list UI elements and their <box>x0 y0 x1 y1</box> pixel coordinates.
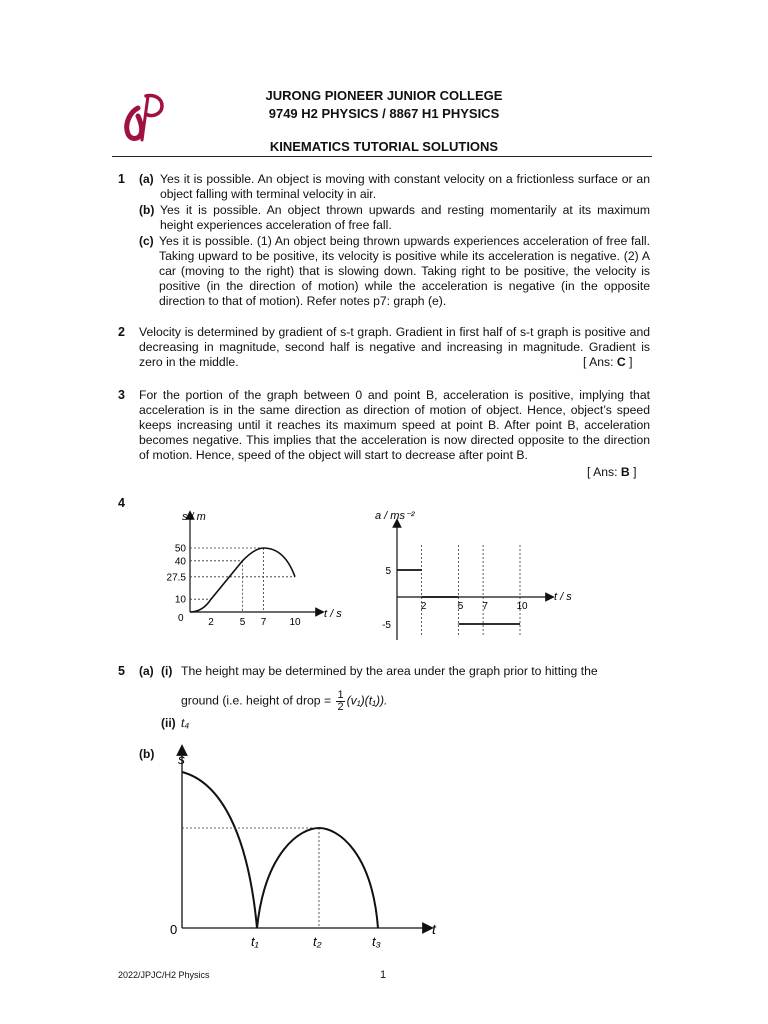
q5-tick-t3: t₃ <box>372 934 381 949</box>
q5-xlabel: t <box>432 921 436 937</box>
at-xtick-2: 2 <box>420 601 427 612</box>
st-ytick-40: 40 <box>174 556 186 568</box>
question-number-3: 3 <box>118 388 125 402</box>
college-name: JURONG PIONEER JUNIOR COLLEGE <box>265 88 503 103</box>
st-ylabel: s / m <box>182 511 206 523</box>
header-rule <box>112 156 652 157</box>
st-xlabel: t / s <box>324 608 342 620</box>
q1-part-b-text: Yes it is possible. An object thrown upwards and resting momentarily at its maximum height experiences acceleration of free fall. <box>160 203 650 232</box>
q5-part-a-label: (a) <box>139 664 154 678</box>
college-logo <box>116 90 176 150</box>
q5-ylabel: s <box>178 751 185 767</box>
q1-part-a-label: (a) <box>139 172 154 186</box>
st-xtick-7: 7 <box>260 617 267 628</box>
st-xtick-2: 2 <box>208 617 214 628</box>
q5-part-b-label: (b) <box>139 747 155 761</box>
st-origin: 0 <box>178 613 184 624</box>
q5-subpart-i-text: The height may be determined by the area under the graph prior to hitting the <box>181 664 598 678</box>
q2-text: Velocity is determined by gradient of s-t graph. Gradient in first half of s-t graph is positive and decreasing in magnitude, second half is negative and increasing in magnitude. Gradient is zero in the middle. <box>139 325 650 369</box>
q3-text: For the portion of the graph between 0 and point B, acceleration is positive, implying that acceleration is in the same direction as direction of motion of object. Hence, object’s speed keeps increasing until it reaches its maximum speed at point B. After point B, acceleration becomes negative. This implies that the acceleration is now directed opposite to the direction of motion. Hence, speed of the object will start to decrease after point B. <box>139 388 650 462</box>
footer-left: 2022/JPJC/H2 Physics <box>118 970 210 980</box>
q2-answer: [ Ans: C ] <box>583 355 633 369</box>
q4-acceleration-time-graph <box>370 505 590 645</box>
at-xlabel: t / s <box>554 591 572 603</box>
question-number-5: 5 <box>118 664 125 678</box>
q1-part-c-label: (c) <box>139 234 154 248</box>
st-xtick-10: 10 <box>289 617 301 628</box>
q5-bounce-graph <box>160 742 450 952</box>
question-number-4: 4 <box>118 496 125 510</box>
at-xtick-7: 7 <box>482 601 488 612</box>
question-number-2: 2 <box>118 325 125 339</box>
document-title: KINEMATICS TUTORIAL SOLUTIONS <box>269 139 499 154</box>
at-ylabel: a / ms⁻² <box>375 510 415 522</box>
q5-bounce-curve <box>257 828 378 928</box>
st-ytick-27-5: 27.5 <box>166 572 186 584</box>
q5-fall-curve <box>182 772 257 928</box>
q5-subpart-ii-answer: t₄ <box>181 716 190 730</box>
q5-subpart-ii-label: (ii) <box>161 716 176 730</box>
course-title: 9749 H2 PHYSICS / 8867 H1 PHYSICS <box>268 106 500 121</box>
q5-tick-t1: t₁ <box>251 934 259 949</box>
at-ytick--5: -5 <box>382 620 391 631</box>
q1-part-c-text: Yes it is possible. (1) An object being thrown upwards experiences acceleration of free fall. Taking upward to be positive, its velocity is positive while its acceleration is negative. (2) A car (moving to the right) that is slowing down. Taking right to be positive, the velocity is positive (in the direction of motion) while the acceleration is negative (in the opposite direction to that of motion). Refer notes p7: graph (e). <box>159 234 650 308</box>
q3-answer: [ Ans: B ] <box>587 465 637 479</box>
at-ytick-5: 5 <box>385 566 391 577</box>
q4-displacement-time-graph <box>160 505 360 635</box>
q5-origin: 0 <box>170 922 178 937</box>
q5-subpart-i-text-line2: ground (i.e. height of drop = $\frac{1}{2}$ (v₁)(t₁)). <box>181 689 388 713</box>
question-number-1: 1 <box>118 172 125 186</box>
at-xtick-5: 5 <box>457 601 464 612</box>
q1-part-a-text: Yes it is possible. An object is moving with constant velocity on a frictionless surface or an object falling with terminal velocity in air. <box>160 172 650 201</box>
q5-subpart-i-label: (i) <box>161 664 173 678</box>
st-ytick-50: 50 <box>174 543 186 555</box>
page-number: 1 <box>380 969 387 981</box>
q1-part-b-label: (b) <box>139 203 155 217</box>
st-xtick-5: 5 <box>239 617 246 628</box>
at-xtick-10: 10 <box>516 601 528 612</box>
q5-tick-t2: t₂ <box>313 934 322 949</box>
st-ytick-10: 10 <box>174 594 186 606</box>
